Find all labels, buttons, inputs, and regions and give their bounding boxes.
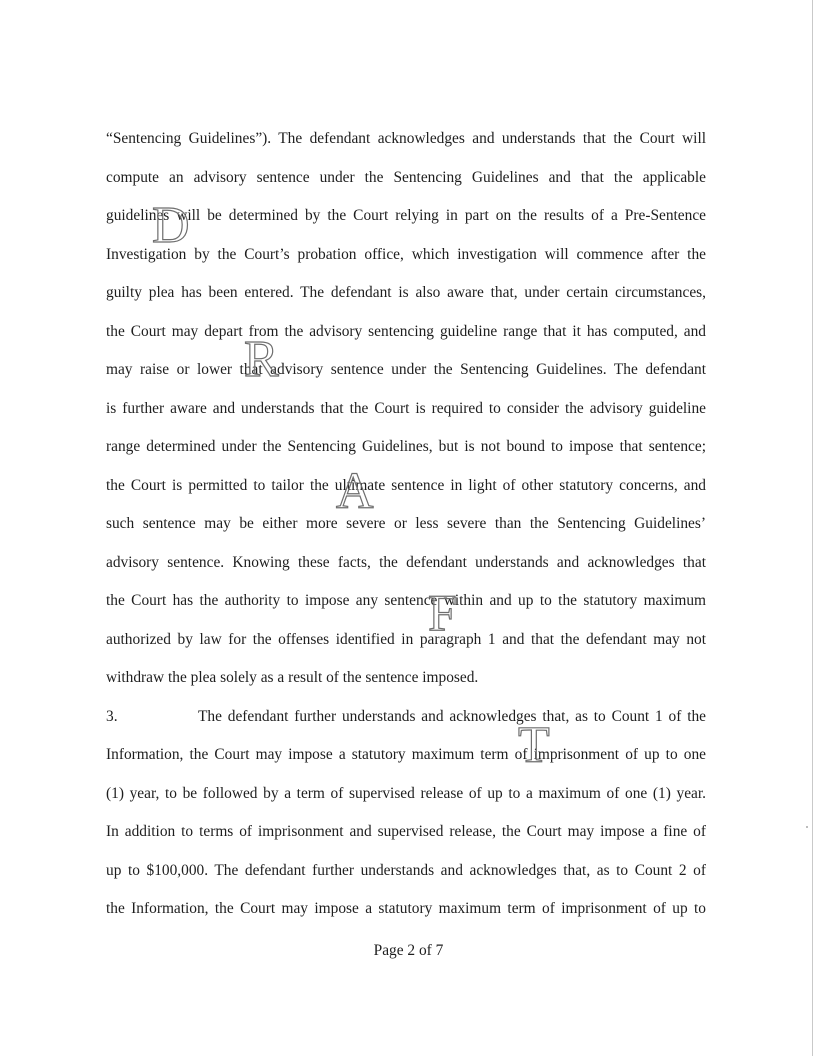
body-line: is further aware and understands that the Court is required to consider the advisory guideline [106, 400, 706, 417]
body-line: range determined under the Sentencing Guidelines, but is not bound to impose that sentence; [106, 438, 706, 455]
body-line: advisory sentence. Knowing these facts, the defendant understands and acknowledges that [106, 554, 706, 571]
body-line: “Sentencing Guidelines”). The defendant acknowledges and understands that the Court will [106, 130, 706, 147]
body-line: the Information, the Court may impose a statutory maximum term of imprisonment of up to [106, 900, 706, 917]
body-line: the Court is permitted to tailor the ultimate sentence in light of other statutory concerns, and [106, 477, 706, 494]
watermark-letter-t: T [518, 717, 550, 774]
body-line: the Court may depart from the advisory sentencing guideline range that it has computed, and [106, 323, 706, 340]
body-line: guidelines will be determined by the Court relying in part on the results of a Pre-Sentence [106, 207, 706, 224]
watermark-letter-f: F [428, 585, 457, 642]
scan-speck [806, 826, 808, 828]
body-line: such sentence may be either more severe or less severe than the Sentencing Guidelines’ [106, 515, 706, 532]
paragraph-first-line: The defendant further understands and acknowledges that, as to Count 1 of the [198, 708, 706, 725]
watermark-letter-r: R [244, 331, 279, 388]
body-line: up to $100,000. The defendant further understands and acknowledges that, as to Count 2 of [106, 862, 706, 879]
body-line: In addition to terms of imprisonment and supervised release, the Court may impose a fine of [106, 823, 706, 840]
watermark-letter-a: A [336, 463, 374, 520]
body-line: the Court has the authority to impose any sentence within and up to the statutory maximum [106, 592, 706, 609]
body-line: Information, the Court may impose a statutory maximum term of imprisonment of up to one [106, 746, 706, 763]
body-line: Investigation by the Court’s probation office, which investigation will commence after the [106, 246, 706, 263]
body-line: withdraw the plea solely as a result of the sentence imposed. [106, 669, 479, 686]
body-line: (1) year, to be followed by a term of supervised release of up to a maximum of one (1) year. [106, 785, 706, 802]
body-line: authorized by law for the offenses identified in paragraph 1 and that the defendant may not [106, 631, 706, 648]
body-line: compute an advisory sentence under the Sentencing Guidelines and that the applicable [106, 169, 706, 186]
watermark-letter-d: D [152, 197, 190, 254]
body-line: guilty plea has been entered. The defendant is also aware that, under certain circumstances, [106, 284, 706, 301]
paragraph-number: 3. [106, 708, 118, 725]
body-line: may raise or lower that advisory sentence under the Sentencing Guidelines. The defendant [106, 361, 706, 378]
page-edge [812, 0, 813, 1056]
page-footer: Page 2 of 7 [373, 942, 444, 959]
